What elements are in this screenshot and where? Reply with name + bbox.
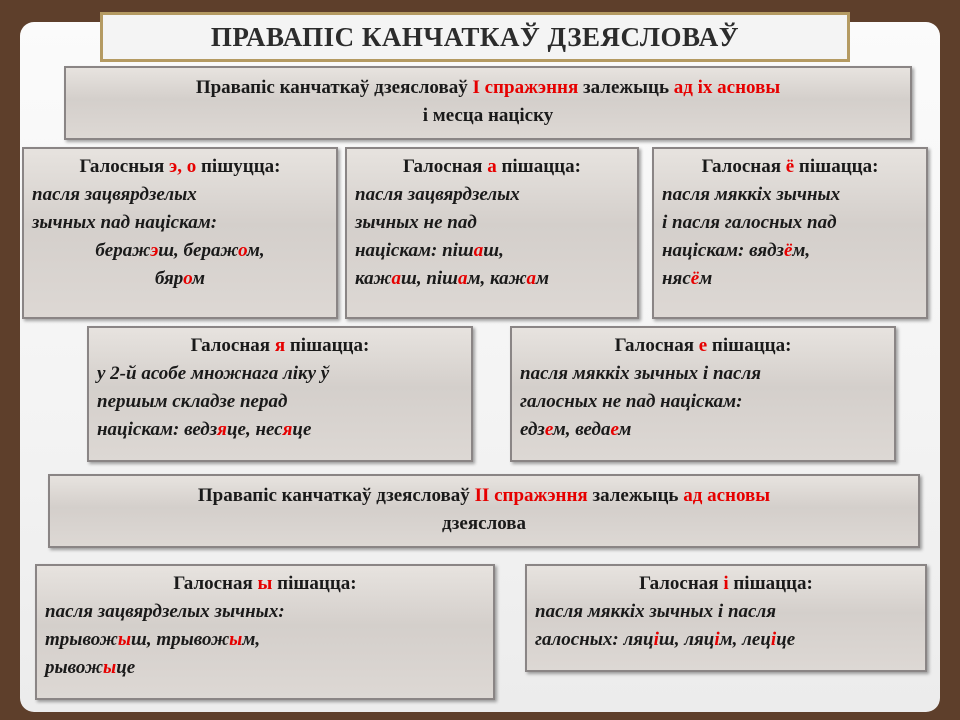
card-vowel-e: Галосная е пішацца: пасля мяккіх зычных і пасля галосных не пад націскам: едзем, ведаем — [510, 326, 896, 462]
card-heading: Галосная ы пішацца: — [173, 573, 357, 594]
card-vowel-y: Галосная ы пішацца: пасля зацвярдзелых зычных: трывожыш, трывожым, рывожыце — [35, 564, 495, 700]
rule-first-conjugation: Правапіс канчаткаў дзеясловаў І спражэння залежыць ад іх асновы і месца націску — [64, 66, 912, 140]
example-words: беражэш, беражом, — [95, 240, 265, 261]
rule-second-conjugation: Правапіс канчаткаў дзеясловаў ІІ спражэння залежыць ад асновы дзеяслова — [48, 474, 920, 548]
card-heading: Галосная е пішацца: — [614, 335, 792, 356]
card-vowel-ya: Галосная я пішацца: у 2-й асобе множнага ліку ў першым складзе перад націскам: ведзяце, несяце — [87, 326, 473, 462]
card-vowel-i: Галосная і пішацца: пасля мяккіх зычных і пасля галосных: ляціш, ляцім, леціце — [525, 564, 927, 672]
card-heading: Галосная і пішацца: — [639, 573, 813, 594]
example-words: бяром — [154, 268, 206, 289]
card-heading: Галосная ё пішацца: — [701, 156, 879, 177]
page-title: ПРАВАПІС КАНЧАТКАЎ ДЗЕЯСЛОВАЎ — [100, 12, 850, 62]
card-vowel-yo: Галосная ё пішацца: пасля мяккіх зычных і пасля галосных пад націскам: вядзём, нясём — [652, 147, 928, 319]
card-heading: Галосная а пішацца: — [403, 156, 581, 177]
card-vowel-a: Галосная а пішацца: пасля зацвярдзелых зычных не пад націскам: пішаш, кажаш, пішам, кажам — [345, 147, 639, 319]
card-heading: Галосныя э, о пішуцца: — [79, 156, 281, 177]
card-vowels-e-o: Галосныя э, о пішуцца: пасля зацвярдзелых зычных пад націскам: беражэш, беражом, бяром — [22, 147, 338, 319]
card-heading: Галосная я пішацца: — [190, 335, 370, 356]
